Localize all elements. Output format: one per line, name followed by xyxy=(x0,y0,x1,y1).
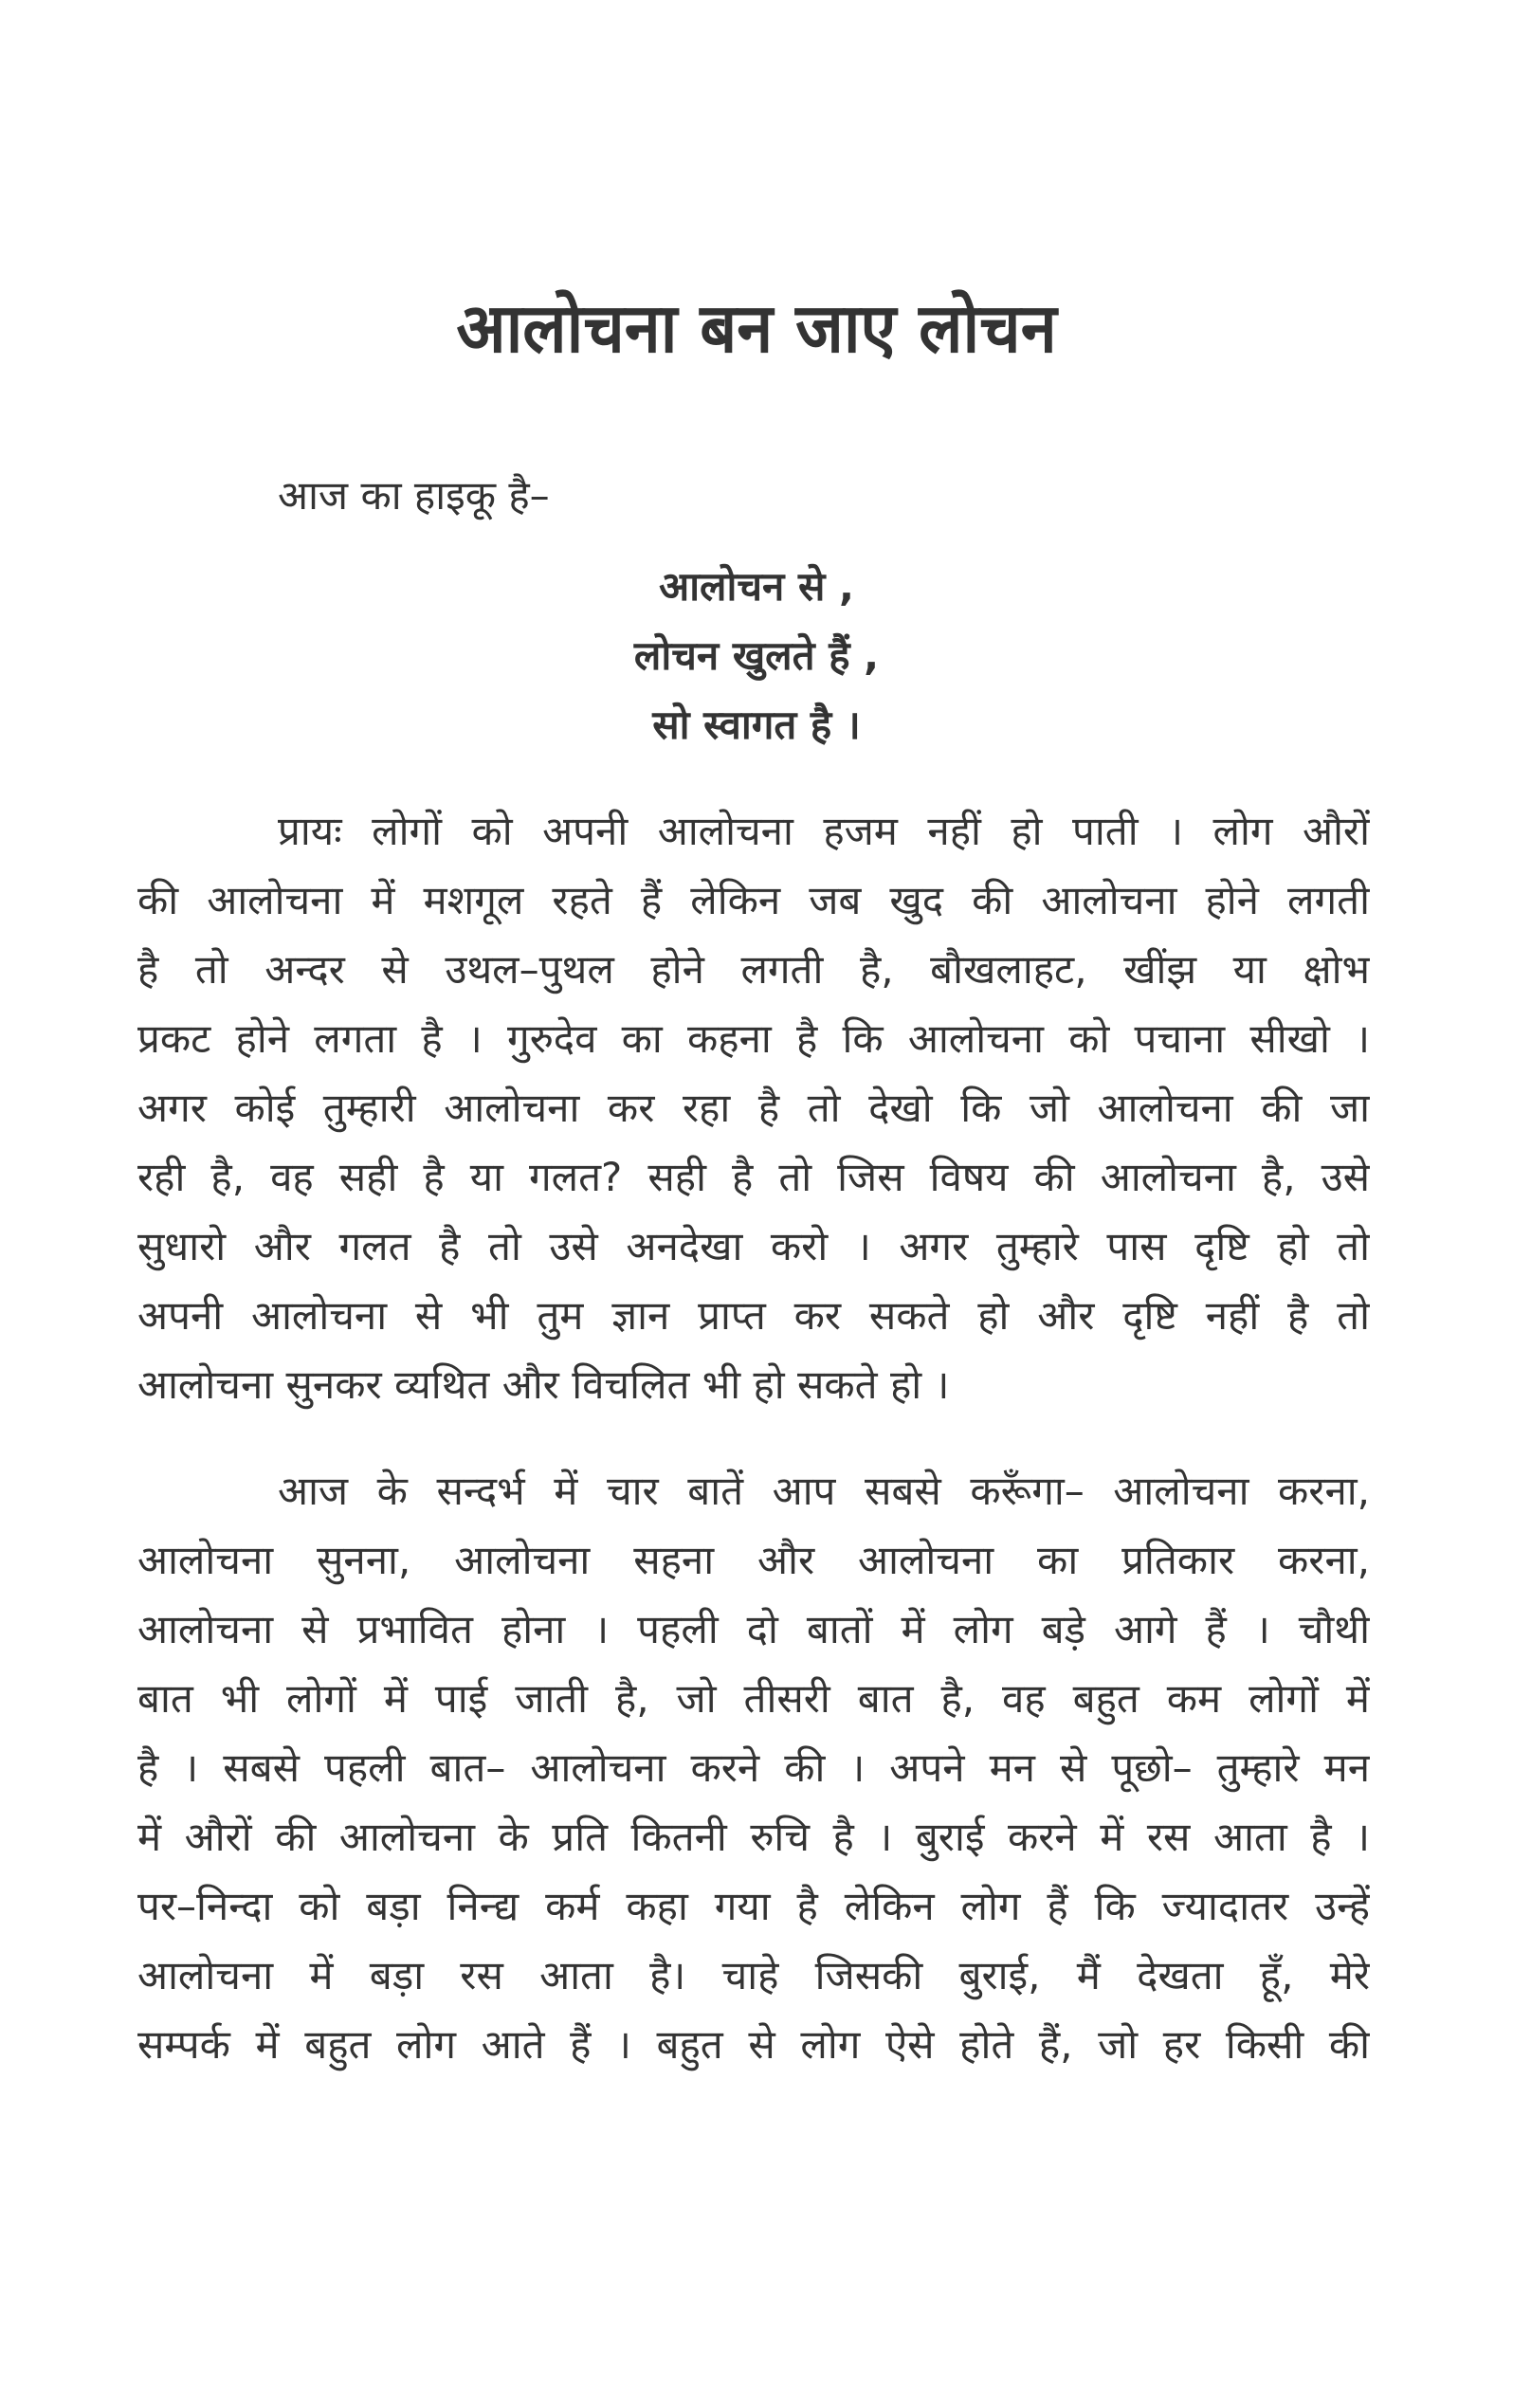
paragraph-line: है तो अन्दर से उथल–पुथल होने लगती है, बौखलाहट, खींझ या क्षोभ xyxy=(137,946,1370,993)
paragraph-line: प्रकट होने लगता है । गुरुदेव का कहना है कि आलोचना को पचाना सीखो । xyxy=(137,1015,1370,1062)
paragraph-line: आज के सन्दर्भ में चार बातें आप सबसे करूँगा– आलोचना करना, xyxy=(278,1468,1370,1514)
haiku-line: लोचन खुलते हैं , xyxy=(633,632,880,679)
paragraph-line: आलोचना से प्रभावित होना । पहली दो बातों में लोग बड़े आगे हैं । चौथी xyxy=(137,1606,1370,1652)
paragraph-1 xyxy=(137,796,1370,1419)
paragraph-line: बात भी लोगों में पाई जाती है, जो तीसरी बात है, वह बहुत कम लोगों में xyxy=(137,1675,1370,1722)
chapter-title: आलोचना बन जाए लोचन xyxy=(456,288,1057,369)
paragraph-line: आलोचना में बड़ा रस आता है। चाहे जिसकी बुराई, मैं देखता हूँ, मेरे xyxy=(137,1952,1370,1998)
paragraph-line: सुधारो और गलत है तो उसे अनदेखा करो । अगर तुम्हारे पास दृष्टि हो तो xyxy=(137,1223,1370,1269)
haiku-intro: आज का हाइकू है– xyxy=(278,472,550,519)
paragraph-2 xyxy=(137,1456,1370,2079)
paragraph-line: में औरों की आलोचना के प्रति कितनी रुचि है । बुराई करने में रस आता है । xyxy=(137,1814,1370,1860)
haiku-line: सो स्वागत है । xyxy=(652,702,861,748)
paragraph-line: प्रायः लोगों को अपनी आलोचना हजम नहीं हो पाती । लोग औरों xyxy=(278,808,1370,854)
paragraph-line: की आलोचना में मशगूल रहते हैं लेकिन जब खुद की आलोचना होने लगती xyxy=(137,877,1370,923)
paragraph-line: पर–निन्दा को बड़ा निन्द्य कर्म कहा गया है लेकिन लोग हैं कि ज्यादातर उन्हें xyxy=(137,1883,1370,1929)
paragraph-line: आलोचना सुनकर व्यथित और विचलित भी हो सकते हो । xyxy=(137,1361,950,1408)
paragraph-line: अपनी आलोचना से भी तुम ज्ञान प्राप्त कर सकते हो और दृष्टि नहीं है तो xyxy=(137,1292,1370,1339)
paragraph-line: सम्पर्क में बहुत लोग आते हैं । बहुत से लोग ऐसे होते हैं, जो हर किसी की xyxy=(137,2021,1370,2068)
paragraph-line: रही है, वह सही है या गलत? सही है तो जिस विषय की आलोचना है, उसे xyxy=(137,1154,1370,1200)
paragraph-line: अगर कोई तुम्हारी आलोचना कर रहा है तो देखो कि जो आलोचना की जा xyxy=(137,1085,1370,1131)
paragraph-line: है । सबसे पहली बात– आलोचना करने की । अपने मन से पूछो– तुम्हारे मन xyxy=(137,1744,1370,1791)
paragraph-line: आलोचना सुनना, आलोचना सहना और आलोचना का प्रतिकार करना, xyxy=(137,1537,1370,1583)
haiku-block xyxy=(0,552,1513,759)
haiku-line: आलोचन से , xyxy=(659,563,854,610)
